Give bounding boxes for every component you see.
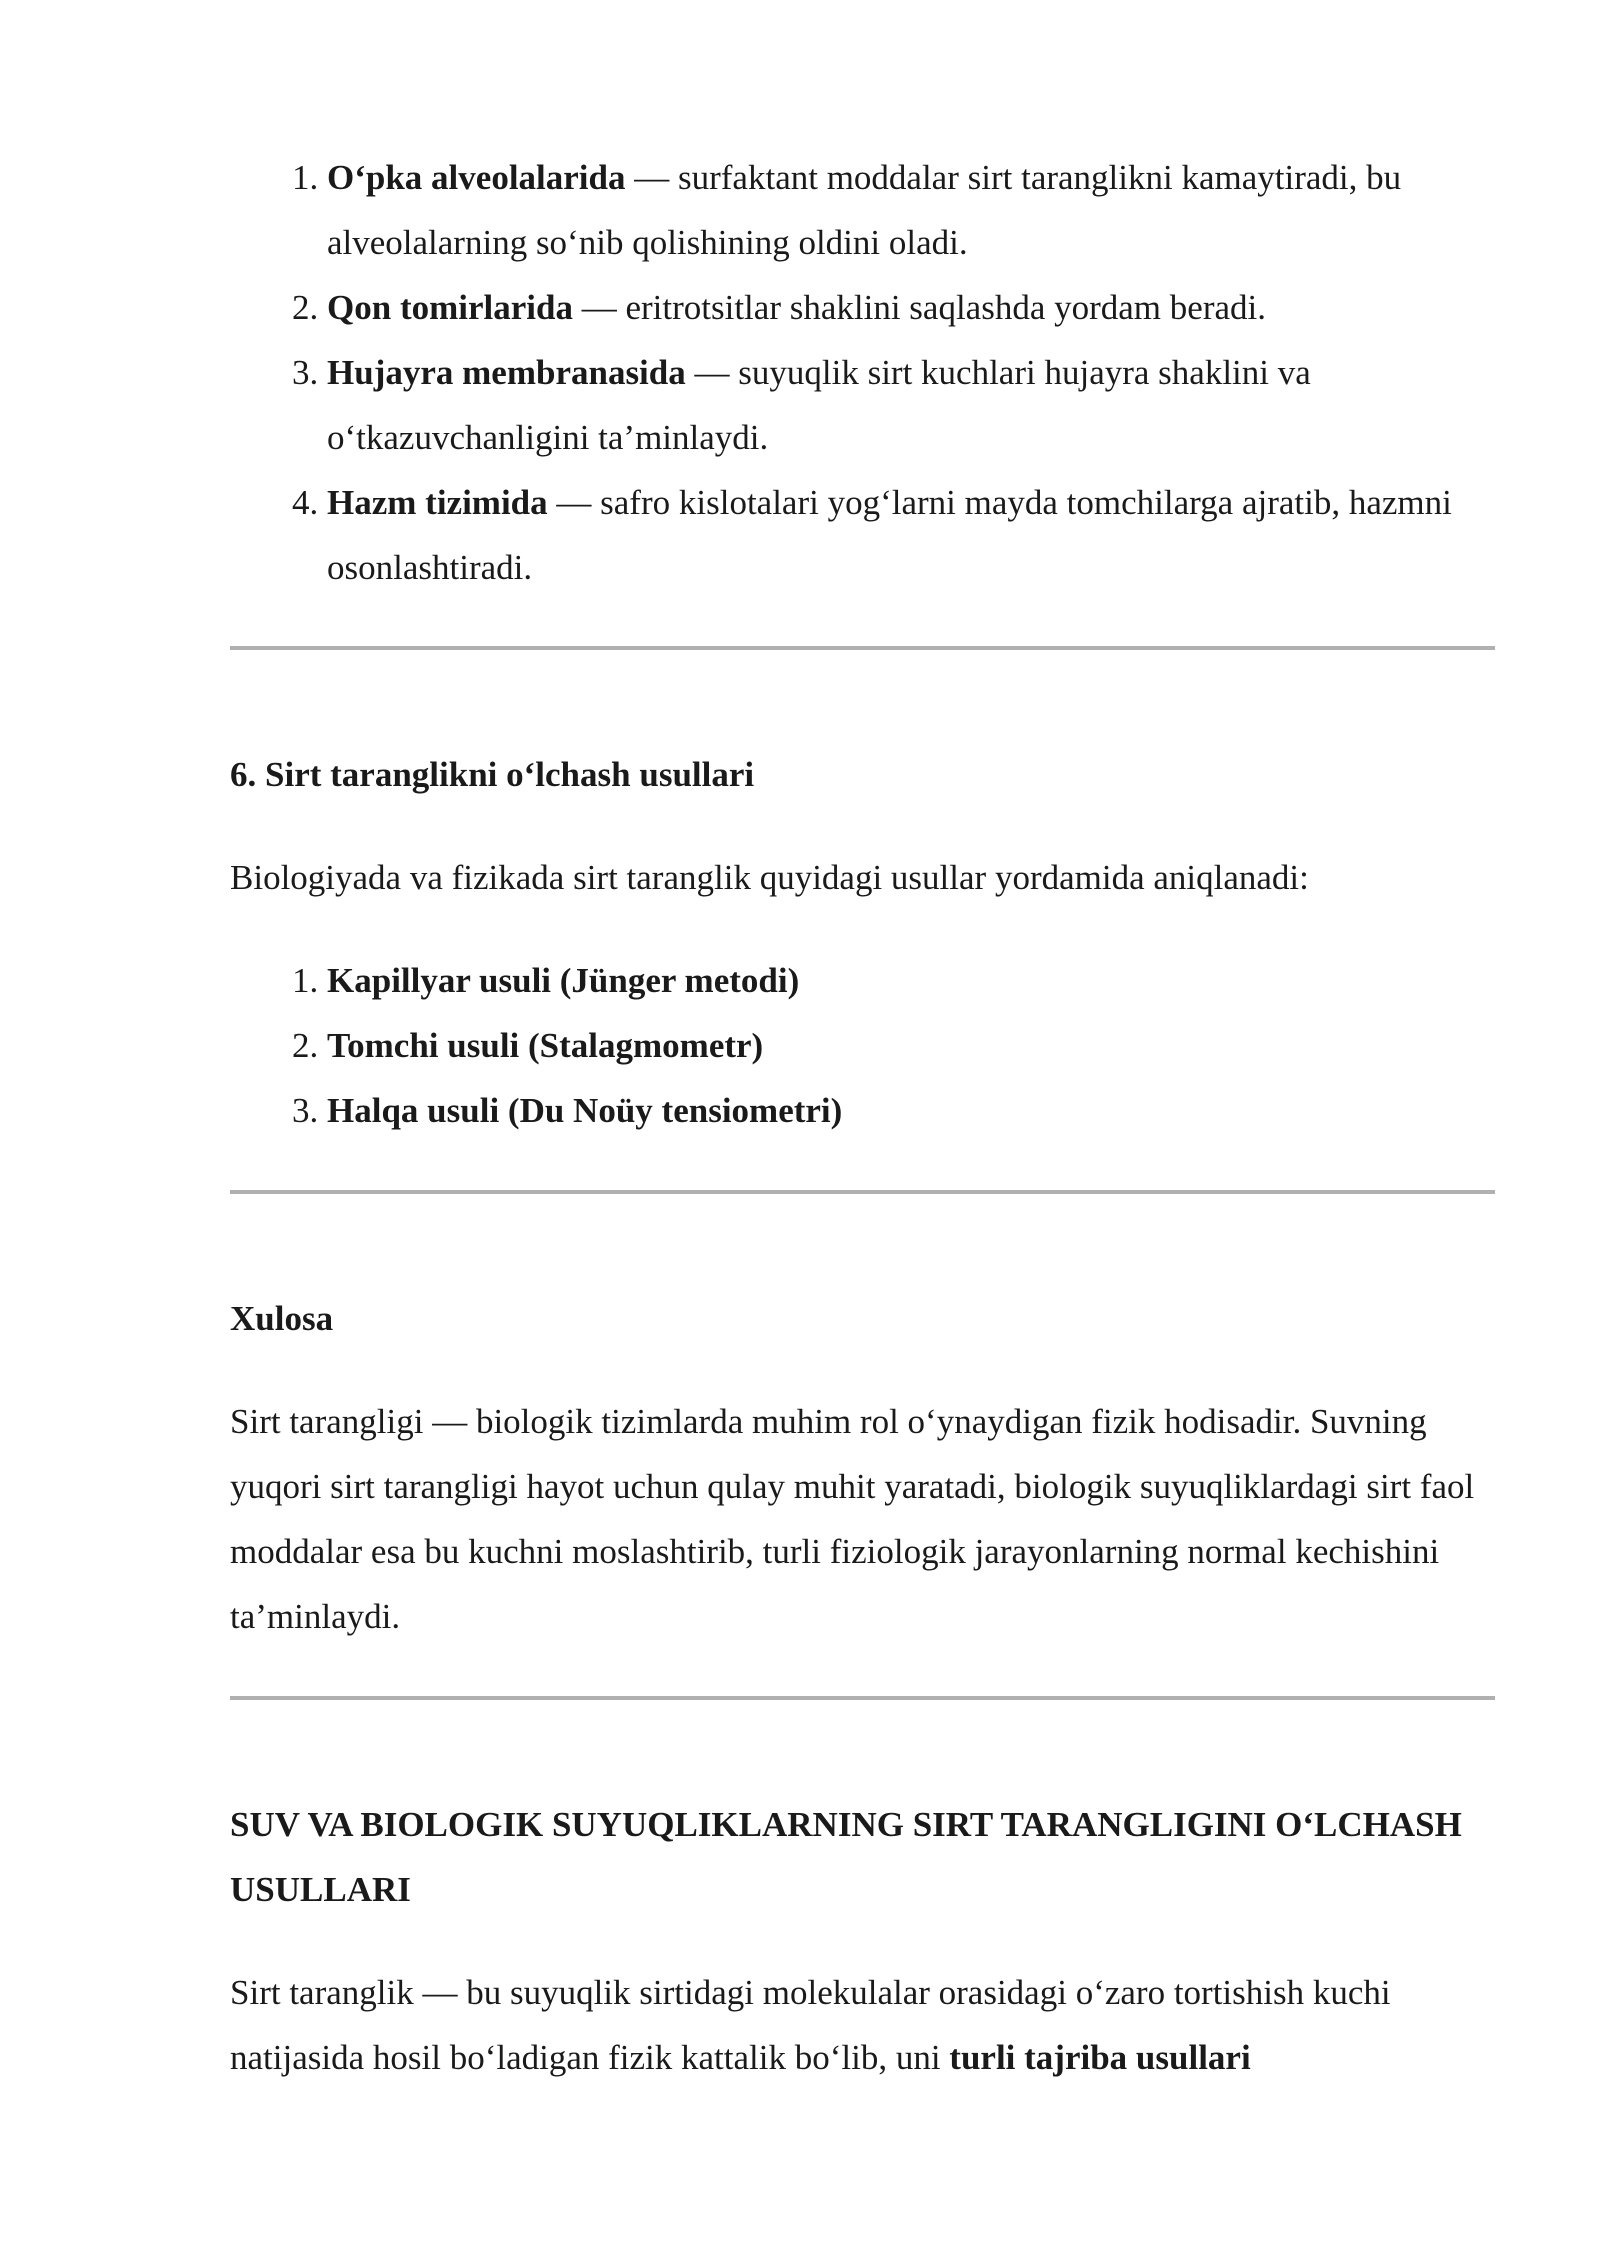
biological-role-list bbox=[230, 145, 1495, 600]
list-item bbox=[327, 948, 1495, 1013]
list-item-term: Qon tomirlarida bbox=[327, 288, 573, 327]
section-heading: 6. Sirt taranglikni o‘lchash usullari bbox=[230, 755, 755, 794]
list-item-text: — surfaktant moddalar sirt taranglikni kamaytiradi, bu alveolalarning so‘nib qolishining oldini oladi. bbox=[327, 158, 1402, 262]
paragraph-text: Sirt taranglik — bu suyuqlik sirtidagi molekulalar orasidagi o‘zaro tortishish kuchi natijasida hosil bo‘ladigan fizik kattalik bo‘lib, uni bbox=[230, 1973, 1391, 2077]
paragraph-bold-text: turli tajriba usullari bbox=[949, 2038, 1251, 2077]
section-intro: Biologiyada va fizikada sirt taranglik quyidagi usullar yordamida aniqlanadi: bbox=[230, 858, 1309, 897]
paragraph bbox=[230, 1960, 1495, 2090]
method-name: Tomchi usuli (Stalagmometr) bbox=[327, 1026, 764, 1065]
conclusion-text: Sirt tarangligi — biologik tizimlarda muhim rol o‘ynaydigan fizik hodisadir. Suvning yuqori sirt tarangligi hayot uchun qulay muhit yaratadi, biologik suyuqliklardagi sirt faol moddalar esa bu kuchni moslashtirib, turli fiziologik jarayonlarning normal kechishini ta’minlaydi. bbox=[230, 1402, 1475, 1636]
list-item-term: Hujayra membranasida bbox=[327, 353, 686, 392]
list-item bbox=[327, 1013, 1495, 1078]
methods-list bbox=[230, 948, 1495, 1143]
list-item-text: — eritrotsitlar shaklini saqlashda yordam beradi. bbox=[572, 288, 1266, 327]
list-item-text: — safro kislotalari yog‘larni mayda tomchilarga ajratib, hazmni osonlashtiradi. bbox=[327, 483, 1452, 587]
method-name: Halqa usuli (Du Noüy tensiometri) bbox=[327, 1091, 843, 1130]
list-item bbox=[327, 275, 1495, 340]
list-item bbox=[327, 470, 1495, 600]
list-item bbox=[327, 1078, 1495, 1143]
list-item bbox=[327, 340, 1495, 470]
document-page bbox=[230, 145, 1495, 2090]
method-name: Kapillyar usuli (Jünger metodi) bbox=[327, 961, 800, 1000]
list-item-term: O‘pka alveolalarida bbox=[327, 158, 626, 197]
list-item-text: — suyuqlik sirt kuchlari hujayra shaklini va o‘tkazuvchanligini ta’minlaydi. bbox=[327, 353, 1311, 457]
divider bbox=[230, 646, 1495, 650]
conclusion-heading: Xulosa bbox=[230, 1299, 334, 1338]
list-item bbox=[327, 145, 1495, 275]
chapter-heading: SUV VA BIOLOGIK SUYUQLIKLARNING SIRT TARANGLIGINI O‘LCHASH USULLARI bbox=[230, 1805, 1462, 1909]
list-item-term: Hazm tizimida bbox=[327, 483, 548, 522]
divider bbox=[230, 1696, 1495, 1700]
divider bbox=[230, 1190, 1495, 1194]
